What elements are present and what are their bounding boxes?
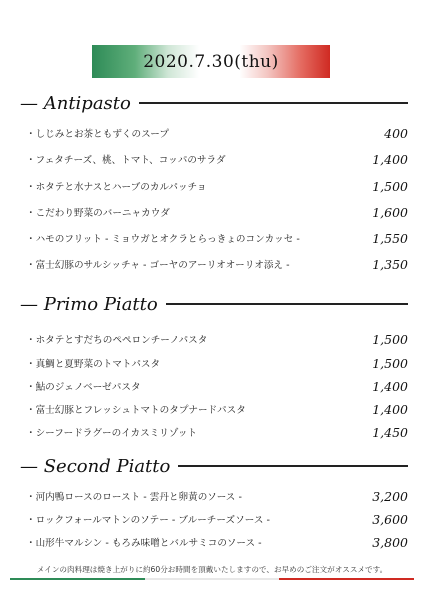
item-name: ・シーフードラグーのイカスミリゾット — [26, 428, 198, 439]
section-title: — Primo Piatto — [20, 294, 166, 315]
menu-item — [26, 255, 408, 273]
footer-tricolor-stripe — [10, 578, 414, 580]
menu-item — [26, 400, 408, 418]
section-rule — [178, 465, 408, 467]
section-title: — Antipasto — [20, 93, 139, 114]
item-name: ・ハモのフリット - ミョウガとオクラとらっきょのコンカッセ - — [26, 234, 300, 245]
item-name: ・フェタチーズ、桃、トマト、コッパのサラダ — [26, 155, 226, 166]
item-price: 1,450 — [372, 424, 408, 440]
menu-item — [26, 423, 408, 441]
item-name: ・富士幻豚とフレッシュトマトのタプナードパスタ — [26, 405, 246, 416]
date-banner — [92, 45, 330, 78]
item-name: ・真鯛と夏野菜のトマトパスタ — [26, 359, 161, 370]
section-header-primo-piatto — [20, 293, 408, 315]
section-rule — [166, 303, 408, 305]
item-name: ・ホタテと水ナスとハーブのカルパッチョ — [26, 182, 207, 193]
item-name: ・ロックフォールマトンのソテー - ブルーチーズソース - — [26, 515, 270, 526]
item-name: ・しじみとお茶ともずくのスープ — [26, 129, 169, 140]
section-rule — [139, 102, 408, 104]
item-name: ・山形牛マルシン - もろみ味噌とバルサミコのソース - — [26, 538, 262, 549]
menu-item — [26, 533, 408, 551]
item-price: 1,400 — [372, 378, 408, 394]
item-name: ・鮎のジェノベーゼパスタ — [26, 382, 141, 393]
menu-item — [26, 124, 408, 142]
menu-item — [26, 177, 408, 195]
item-price: 1,350 — [372, 256, 408, 272]
item-price: 1,600 — [372, 204, 408, 220]
item-price: 3,600 — [372, 511, 408, 527]
section-header-antipasto — [20, 92, 408, 114]
item-price: 1,400 — [372, 151, 408, 167]
menu-item — [26, 354, 408, 372]
item-name: ・河内鴨ロースのロースト - 雲丹と卵黄のソース - — [26, 492, 242, 503]
menu-item — [26, 377, 408, 395]
menu-item — [26, 510, 408, 528]
menu-item — [26, 229, 408, 247]
item-price: 1,550 — [372, 230, 408, 246]
item-price: 3,800 — [372, 534, 408, 550]
item-price: 400 — [384, 125, 408, 141]
menu-item — [26, 150, 408, 168]
section-title: — Second Piatto — [20, 456, 178, 477]
item-price: 1,400 — [372, 401, 408, 417]
menu-item — [26, 487, 408, 505]
section-header-second-piatto — [20, 455, 408, 477]
item-price: 1,500 — [372, 355, 408, 371]
stripe-white — [145, 578, 280, 580]
item-name: ・富士幻豚のサルシッチャ - ゴーヤのアーリオオーリオ添え - — [26, 260, 290, 271]
footer-note: メインの肉料理は焼き上がりに約60分お時間を頂戴いたしますので、お早めのご注文がオススメです。 — [36, 565, 388, 574]
item-price: 3,200 — [372, 488, 408, 504]
item-name: ・こだわり野菜のバーニャカウダ — [26, 208, 170, 219]
stripe-red — [279, 578, 414, 580]
item-name: ・ホタテとすだちのペペロンチーノパスタ — [26, 335, 208, 346]
stripe-green — [10, 578, 145, 580]
menu-item — [26, 203, 408, 221]
menu-item — [26, 330, 408, 348]
menu-date: 2020.7.30(thu) — [143, 51, 279, 72]
item-price: 1,500 — [372, 331, 408, 347]
item-price: 1,500 — [372, 178, 408, 194]
